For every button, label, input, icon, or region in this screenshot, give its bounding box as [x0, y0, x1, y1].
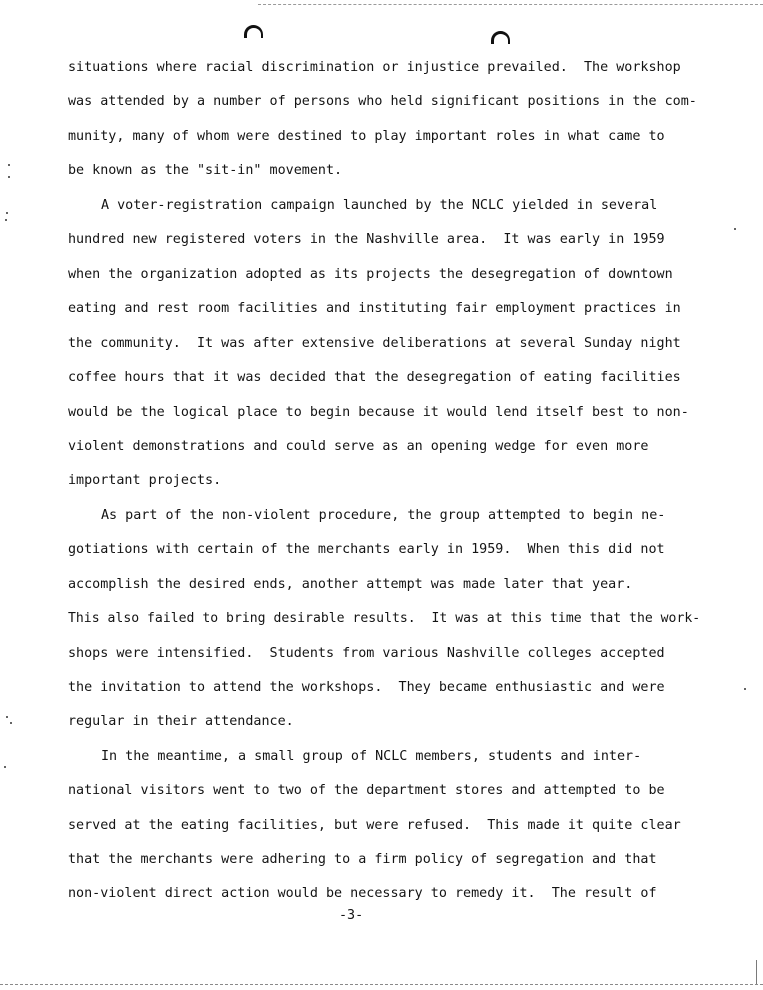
text-line: situations where racial discrimination or injustice prevailed. The workshop [68, 60, 681, 75]
text-line: when the organization adopted as its projects the desegregation of downtown [68, 267, 673, 282]
scan-speck [5, 219, 7, 221]
page-number: -3- [339, 908, 364, 923]
text-line: the community. It was after extensive deliberations at several Sunday night [68, 336, 681, 351]
text-line: would be the logical place to begin because it would lend itself best to non- [68, 405, 689, 420]
text-line: accomplish the desired ends, another attempt was made later that year. [68, 577, 633, 592]
scan-speck [744, 688, 746, 690]
text-line: that the merchants were adhering to a firm policy of segregation and that [68, 852, 657, 867]
text-line: shops were intensified. Students from various Nashville colleges accepted [68, 646, 665, 661]
text-line: hundred new registered voters in the Nashville area. It was early in 1959 [68, 232, 665, 247]
text-line: served at the eating facilities, but were refused. This made it quite clear [68, 818, 681, 833]
binder-hole-mark [244, 25, 263, 38]
text-line: was attended by a number of persons who held significant positions in the com- [68, 94, 697, 109]
scan-speck [734, 228, 736, 230]
binder-hole-mark [491, 31, 510, 44]
page-edge-mark [756, 960, 757, 984]
text-line: national visitors went to two of the department stores and attempted to be [68, 783, 665, 798]
text-line: important projects. [68, 473, 222, 488]
text-line: A voter-registration campaign launched by the NCLC yielded in several [101, 198, 658, 213]
text-line: gotiations with certain of the merchants early in 1959. When this did not [68, 542, 665, 557]
scan-speck [6, 212, 8, 214]
scan-speck [10, 722, 12, 724]
top-edge-rule [258, 4, 763, 5]
scan-speck [8, 164, 10, 166]
scan-speck [4, 766, 6, 768]
text-line: be known as the "sit-in" movement. [68, 163, 343, 178]
scan-speck [6, 716, 8, 718]
bottom-edge-rule [0, 984, 763, 985]
text-line: As part of the non-violent procedure, the group attempted to begin ne- [101, 508, 666, 523]
text-line: eating and rest room facilities and instituting fair employment practices in [68, 301, 681, 316]
text-line: munity, many of whom were destined to play important roles in what came to [68, 129, 665, 144]
text-line: In the meantime, a small group of NCLC members, students and inter- [101, 749, 642, 764]
scan-speck [8, 176, 10, 178]
text-line: the invitation to attend the workshops. They became enthusiastic and were [68, 680, 665, 695]
text-line: coffee hours that it was decided that the desegregation of eating facilities [68, 370, 681, 385]
text-line: non-violent direct action would be necessary to remedy it. The result of [68, 886, 657, 901]
text-line: This also failed to bring desirable results. It was at this time that the work- [68, 611, 701, 626]
text-line: violent demonstrations and could serve as an opening wedge for even more [68, 439, 649, 454]
text-line: regular in their attendance. [68, 714, 294, 729]
